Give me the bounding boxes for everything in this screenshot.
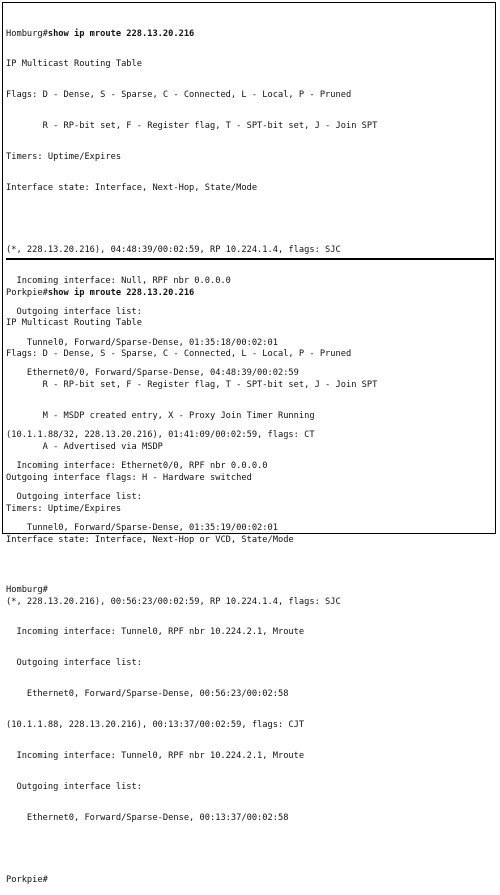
route-entry-header: (*, 228.13.20.216), 00:56:23/00:02:59, RP 10.224.1.4, flags: SJC	[6, 596, 341, 607]
prompt: Porkpie#	[6, 287, 48, 298]
output-line: A - Advertised via MSDP	[6, 442, 163, 453]
final-prompt[interactable]: Porkpie#	[6, 874, 48, 885]
output-line: R - RP-bit set, F - Register flag, T - SPT-bit set, J - Join SPT	[6, 380, 378, 391]
output-line: IP Multicast Routing Table	[6, 59, 142, 70]
incoming-interface-line: Incoming interface: Null, RPF nbr 0.0.0.0	[6, 275, 231, 286]
output-line: IP Multicast Routing Table	[6, 318, 142, 329]
outgoing-interface-line: Tunnel0, Forward/Sparse-Dense, 01:35:18/00:02:01	[6, 337, 278, 348]
section-divider	[6, 258, 494, 260]
blank-line	[6, 214, 490, 224]
final-prompt[interactable]: Homburg#	[6, 584, 48, 595]
incoming-interface-line: Incoming interface: Tunnel0, RPF nbr 10.224.2.1, Mroute	[6, 750, 305, 761]
outgoing-list-header: Outgoing interface list:	[6, 781, 142, 792]
incoming-interface-line: Incoming interface: Tunnel0, RPF nbr 10.224.2.1, Mroute	[6, 627, 305, 638]
outgoing-list-header: Outgoing interface list:	[6, 306, 142, 317]
outgoing-interface-line: Ethernet0, Forward/Sparse-Dense, 00:13:37/00:02:58	[6, 812, 289, 823]
command-text: show ip mroute 228.13.20.216	[47, 28, 195, 39]
output-line: Flags: D - Dense, S - Sparse, C - Connected, L - Local, P - Pruned	[6, 90, 352, 101]
blank-line	[6, 844, 490, 854]
prompt: Homburg#	[6, 28, 48, 39]
route-entry-header: (10.1.1.88, 228.13.20.216), 00:13:37/00:02:59, flags: CJT	[6, 720, 305, 731]
output-line: Interface state: Interface, Next-Hop or VCD, State/Mode	[6, 534, 294, 545]
incoming-interface-line: Incoming interface: Ethernet0/0, RPF nbr 0.0.0.0	[6, 461, 268, 472]
blank-line	[6, 566, 490, 576]
command-line	[6, 29, 490, 39]
route-entry-header: (10.1.1.88/32, 228.13.20.216), 01:41:09/00:02:59, flags: CT	[6, 430, 315, 441]
command-line	[6, 288, 490, 298]
output-line: R - RP-bit set, F - Register flag, T - SPT-bit set, J - Join SPT	[6, 121, 378, 132]
outgoing-interface-line: Ethernet0, Forward/Sparse-Dense, 00:56:23/00:02:58	[6, 689, 289, 700]
command-text: show ip mroute 228.13.20.216	[47, 287, 195, 298]
output-line: Timers: Uptime/Expires	[6, 152, 122, 163]
outgoing-interface-line: Tunnel0, Forward/Sparse-Dense, 01:35:19/00:02:01	[6, 522, 278, 533]
output-line: Timers: Uptime/Expires	[6, 503, 122, 514]
output-line: Interface state: Interface, Next-Hop, State/Mode	[6, 183, 258, 194]
outgoing-list-header: Outgoing interface list:	[6, 658, 142, 669]
route-entry-header: (*, 228.13.20.216), 04:48:39/00:02:59, RP 10.224.1.4, flags: SJC	[6, 244, 341, 255]
output-line: Flags: D - Dense, S - Sparse, C - Connected, L - Local, P - Pruned	[6, 349, 352, 360]
output-line: M - MSDP created entry, X - Proxy Join Timer Running	[6, 411, 315, 422]
output-line: Outgoing interface flags: H - Hardware switched	[6, 472, 252, 483]
outgoing-list-header: Outgoing interface list:	[6, 491, 142, 502]
outgoing-interface-line: Ethernet0/0, Forward/Sparse-Dense, 04:48:39/00:02:59	[6, 368, 299, 379]
